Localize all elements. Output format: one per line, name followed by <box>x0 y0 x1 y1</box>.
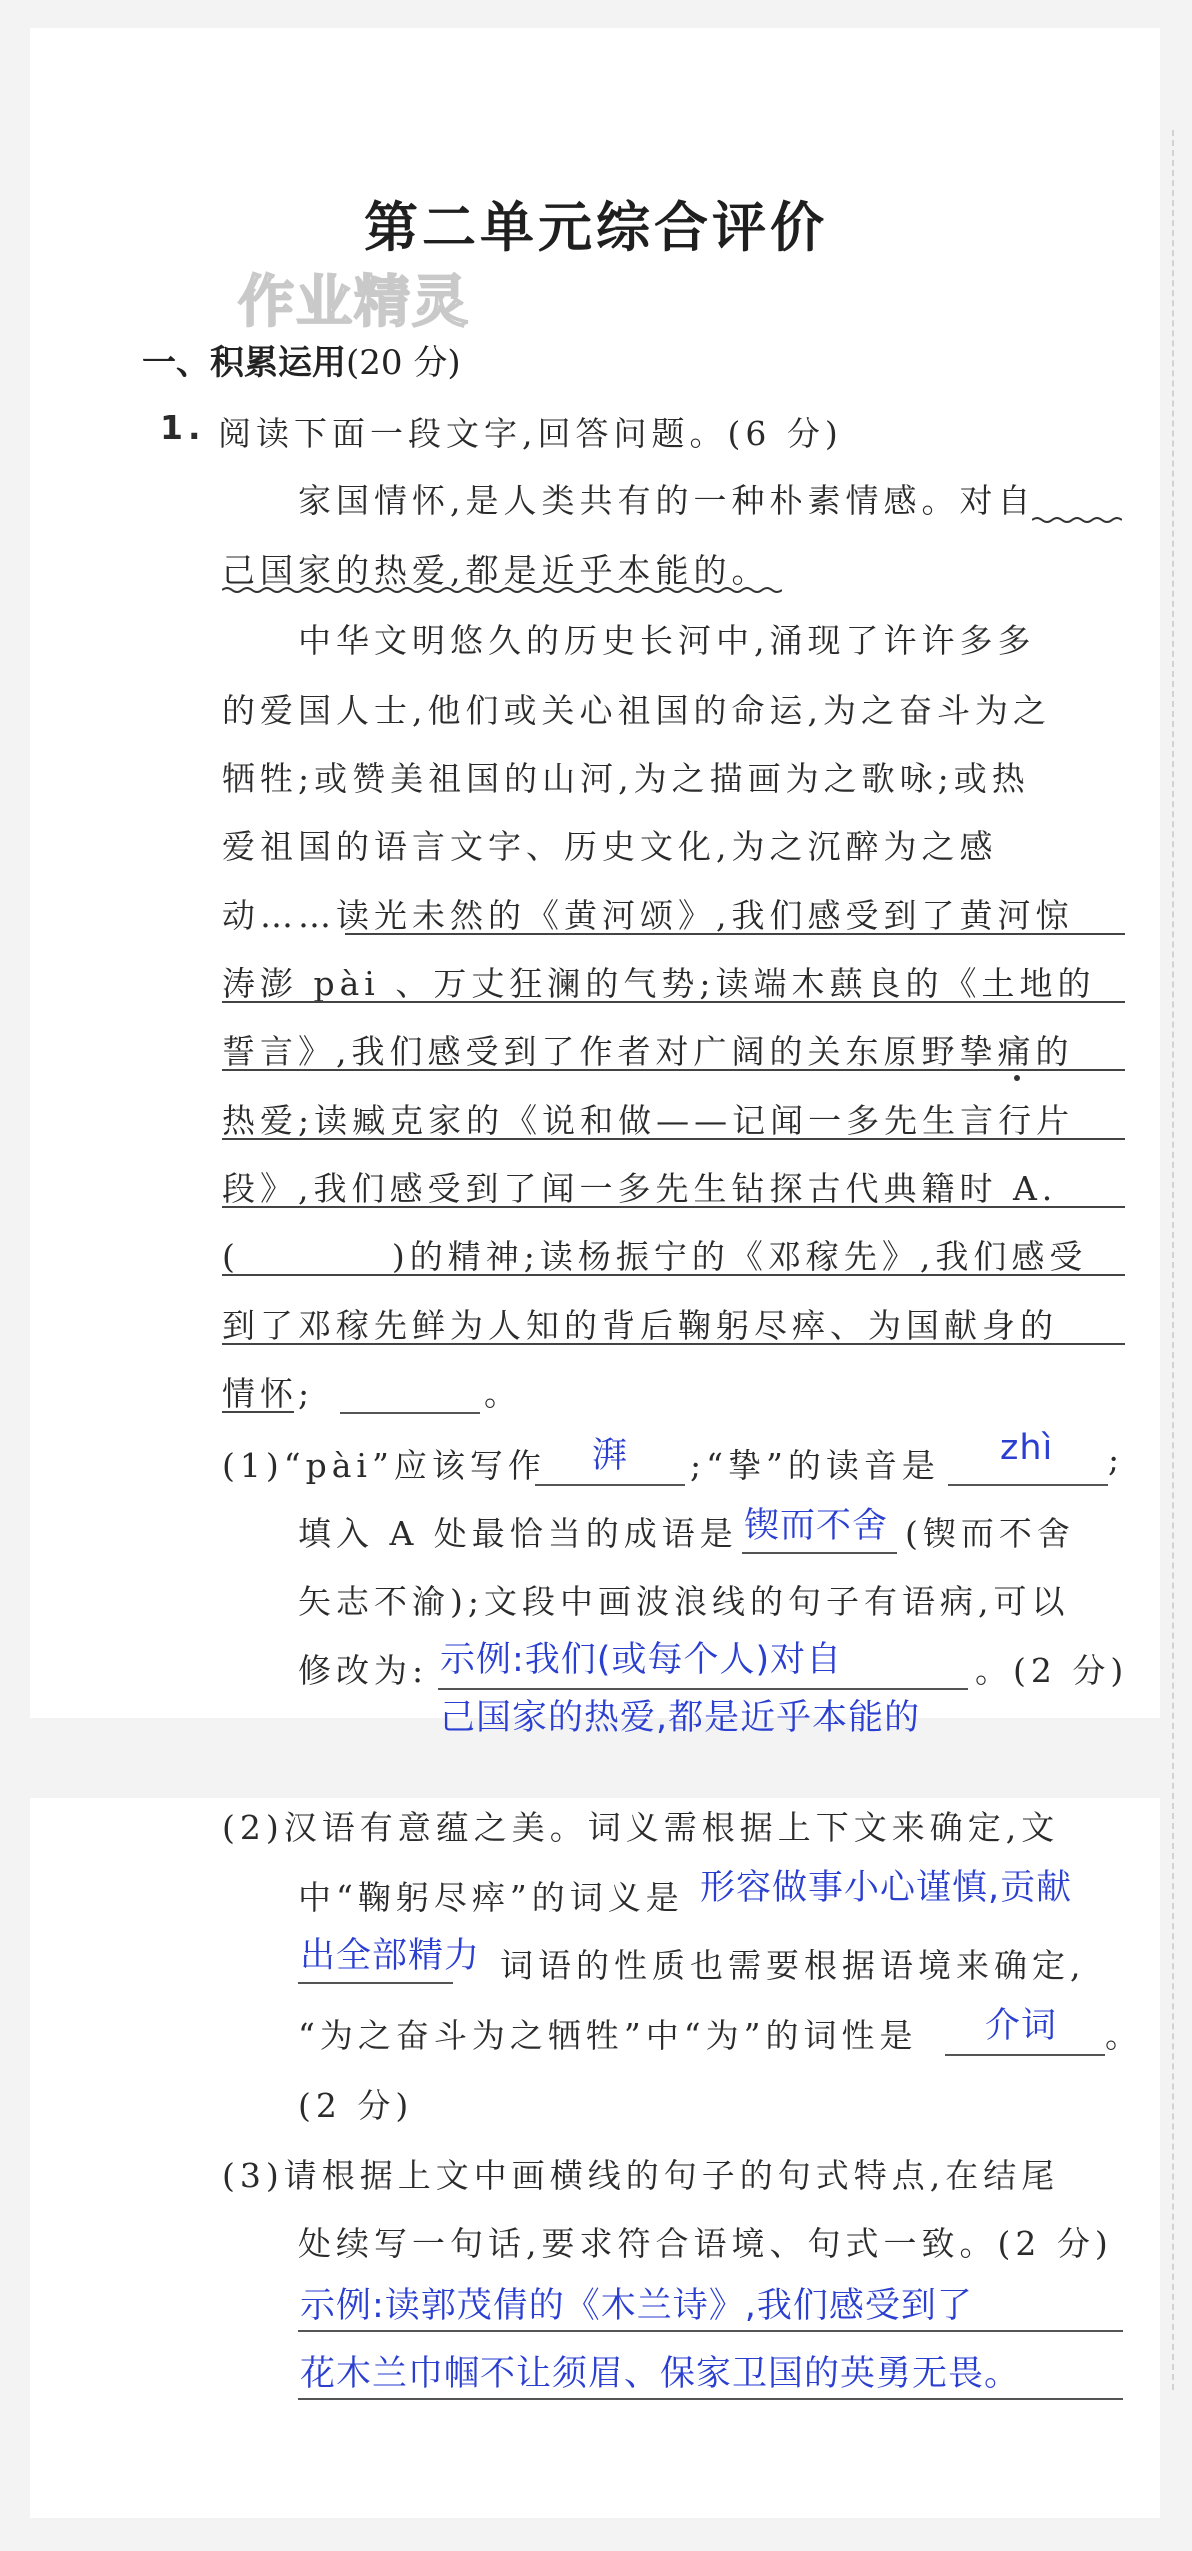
sub2-text: 词语的性质也需要根据语境来确定, <box>500 1946 1086 1985</box>
passage-line: 。 <box>484 1374 522 1413</box>
question-number: 1. <box>160 408 206 447</box>
passage-line: 誓言》,我们感受到了作者对广阔的关东原野挚痛的 <box>222 1032 1074 1071</box>
sub2-text: “为之奋斗为之牺牲”中“为”的词性是 <box>298 2016 918 2055</box>
passage-line: 到了邓稼先鲜为人知的背后鞠躬尽瘁、为国献身的 <box>222 1306 1058 1345</box>
answer-line <box>298 2330 1123 2332</box>
sentence-underline <box>222 1343 1125 1345</box>
sub3-text: (3)请根据上文中画横线的句子的句式特点,在结尾 <box>222 2156 1060 2195</box>
answer-line <box>298 2398 1123 2400</box>
passage-line: 热爱;读臧克家的《说和做——记闻一多先生言行片 <box>222 1101 1075 1140</box>
sub1-text: (锲而不舍 <box>905 1514 1075 1553</box>
sub2-text: 中“鞠躬尽瘁”的词义是 <box>298 1878 684 1917</box>
section-label: 一、积累运用 <box>142 343 346 383</box>
passage-line: 涛澎 pài 、万丈狂澜的气势;读端木蕻良的《土地的 <box>222 964 1096 1003</box>
sub3-text: 处续写一句话,要求符合语境、句式一致。(2 分) <box>298 2224 1113 2263</box>
answer-char: 湃 <box>592 1436 629 1476</box>
sub2-text: 。 <box>1105 2016 1143 2055</box>
watermark-logo: 作业精灵 <box>238 270 470 335</box>
emphasis-dot <box>1014 1075 1020 1081</box>
answer-pinyin: zhì <box>1000 1428 1054 1468</box>
sub1-text: 。(2 分) <box>975 1651 1129 1690</box>
answer-blank <box>535 1484 685 1486</box>
answer-blank <box>742 1552 897 1554</box>
page-title: 第二单元综合评价 <box>364 196 828 259</box>
section-points: (20 分) <box>346 343 461 383</box>
sub1-text: 修改为: <box>298 1651 429 1690</box>
answer-idiom: 锲而不舍 <box>744 1506 889 1546</box>
answer-blank <box>948 1484 1108 1486</box>
sentence-underline <box>222 1001 1125 1003</box>
passage-line: 家国情怀,是人类共有的一种朴素情感。对自 <box>298 481 1036 520</box>
page-fold-line <box>1172 130 1174 2390</box>
sentence-underline <box>222 1138 1125 1140</box>
sub1-text: ; <box>1108 1440 1125 1479</box>
passage-line: 中华文明悠久的历史长河中,涌现了许许多多 <box>298 621 1036 660</box>
passage-line: 情怀; <box>222 1374 315 1413</box>
passage-line: ( )的精神;读杨振宁的《邓稼先》,我们感受 <box>222 1237 1088 1276</box>
sub1-text: 矢志不渝);文段中画波浪线的句子有语病,可以 <box>298 1582 1070 1621</box>
answer-fix-line: 示例:我们(或每个人)对自 <box>440 1640 843 1680</box>
sentence-underline <box>222 1411 294 1413</box>
passage-line: 爱祖国的语言文字、历史文化,为之沉醉为之感 <box>222 827 998 866</box>
answer-blank <box>298 1982 453 1984</box>
sub1-text: 填入 A 处最恰当的成语是 <box>298 1514 738 1553</box>
answer-fix-line: 己国家的热爱,都是近乎本能的 <box>440 1698 921 1738</box>
answer-continuation: 示例:读郭茂倩的《木兰诗》,我们感受到了 <box>300 2286 973 2326</box>
sentence-underline <box>222 1274 1125 1276</box>
sentence-underline <box>345 933 1125 935</box>
section-heading <box>142 335 461 384</box>
sub1-text: ;“挚”的读音是 <box>690 1446 940 1485</box>
passage-line: 段》,我们感受到了闻一多先生钻探古代典籍时 A. <box>222 1169 1058 1208</box>
answer-blank <box>340 1412 480 1414</box>
passage-line: 的爱国人士,他们或关心祖国的命运,为之奋斗为之 <box>222 691 1051 730</box>
answer-blank <box>945 2054 1105 2056</box>
wavy-underline <box>222 586 782 594</box>
sentence-underline <box>222 1069 1125 1071</box>
passage-line: 牺牲;或赞美祖国的山河,为之描画为之歌咏;或热 <box>222 759 1030 798</box>
wavy-underline <box>1032 516 1122 524</box>
answer-meaning: 形容做事小心谨慎,贡献 <box>700 1868 1073 1908</box>
answer-pos: 介词 <box>985 2006 1058 2046</box>
passage-line: 己国家的热爱,都是近乎本能的。 <box>222 551 770 590</box>
sub1-text: (1)“pài”应该写作 <box>222 1446 546 1485</box>
sub2-text: (2 分) <box>298 2086 414 2125</box>
passage-line: 动……读光未然的《黄河颂》,我们感受到了黄河惊 <box>222 896 1074 935</box>
sub2-text: (2)汉语有意蕴之美。词义需根据上下文来确定,文 <box>222 1808 1060 1847</box>
answer-meaning: 出全部精力 <box>300 1936 481 1976</box>
question-prompt: 阅读下面一段文字,回答问题。(6 分) <box>218 414 843 453</box>
sentence-underline <box>222 1206 1125 1208</box>
answer-continuation: 花木兰巾帼不让须眉、保家卫国的英勇无畏。 <box>300 2354 1021 2394</box>
